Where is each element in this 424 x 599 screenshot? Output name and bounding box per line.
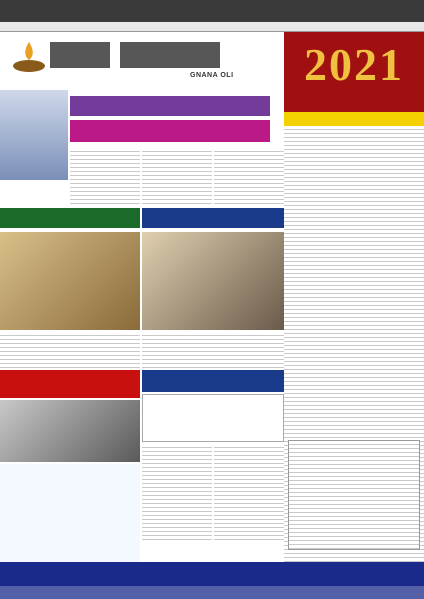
right-boxed-article: [288, 440, 420, 550]
right-story-photo: [142, 232, 284, 330]
left-bottom-column: [0, 464, 140, 562]
lead-story-column-3: [214, 148, 284, 204]
top-dateline-bar: [0, 0, 424, 22]
lead-headline-line-1: [70, 96, 270, 116]
left-story-photo: [0, 232, 140, 330]
center-quote-banner: [142, 394, 284, 442]
issue-info-strip: [0, 22, 424, 32]
lead-story-column-1: [70, 148, 140, 204]
lead-story-column-2: [142, 148, 212, 204]
footer-strip: [0, 586, 424, 599]
left-section-heading-band: [0, 208, 140, 228]
masthead-wordmark-image: [40, 36, 240, 76]
new-year-caption-band: [284, 112, 424, 126]
year-display: 2021: [304, 39, 404, 90]
left-bottom-photo: [0, 400, 140, 462]
latin-masthead-title: GNANA OLI: [190, 72, 234, 79]
new-year-graphic: [284, 32, 424, 112]
left-story-text: [0, 332, 140, 368]
right-story-text: [142, 332, 284, 368]
lead-headline-line-2: [70, 120, 270, 142]
center-blue-heading-band: [142, 370, 284, 392]
right-section-heading-band: [142, 208, 284, 228]
left-red-heading-band: [0, 370, 140, 398]
bottom-headline-band: [0, 562, 424, 586]
lead-story-photo: [0, 90, 68, 180]
center-bottom-column-2: [214, 444, 284, 540]
center-bottom-column-1: [142, 444, 212, 540]
